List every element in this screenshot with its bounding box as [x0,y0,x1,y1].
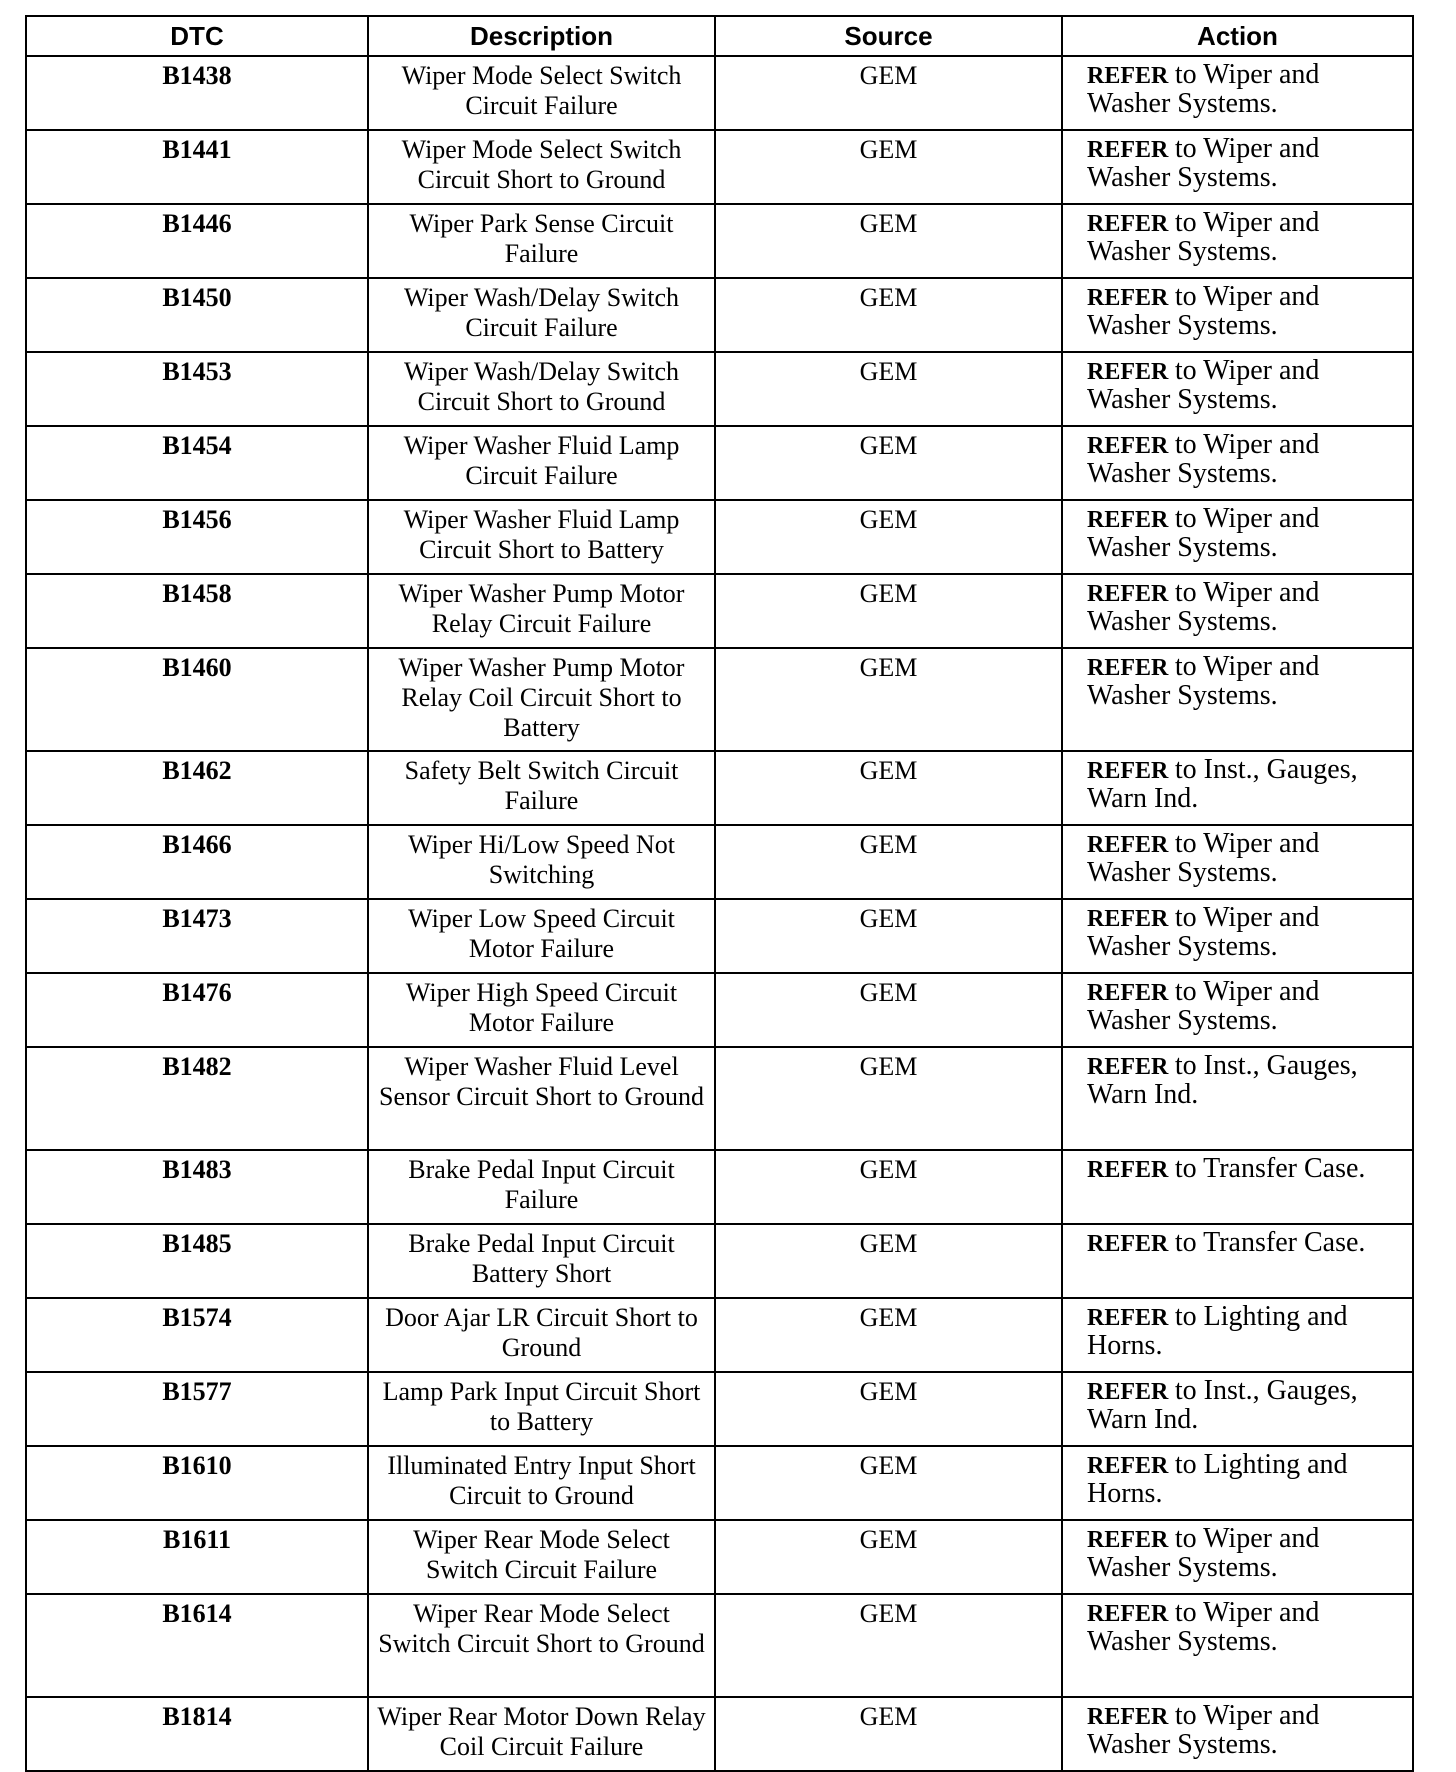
dtc-source: GEM [715,1520,1062,1594]
action-refer: REFER [1087,359,1169,385]
dtc-action [1062,426,1413,500]
dtc-description: Wiper High Speed Circuit Motor Failure [368,973,715,1047]
dtc-description: Wiper Wash/Delay Switch Circuit Failure [368,278,715,352]
action-refer: REFER [1087,1601,1169,1627]
action-refer: REFER [1087,1231,1169,1257]
table-row [26,130,1413,204]
dtc-description: Wiper Washer Fluid Lamp Circuit Short to Battery [368,500,715,574]
dtc-code: B1574 [26,1298,368,1372]
dtc-description: Wiper Low Speed Circuit Motor Failure [368,899,715,973]
action-target: to Wiper and Washer Systems. [1087,207,1320,267]
dtc-code: B1453 [26,352,368,426]
dtc-source: GEM [715,130,1062,204]
dtc-action [1062,1224,1413,1298]
dtc-source: GEM [715,1697,1062,1771]
table-body [26,56,1413,1771]
table-row [26,204,1413,278]
action-target: to Inst., Gauges, Warn Ind. [1087,754,1358,814]
dtc-description: Wiper Wash/Delay Switch Circuit Short to Ground [368,352,715,426]
dtc-action [1062,1594,1413,1697]
dtc-action [1062,751,1413,825]
action-target: to Wiper and Washer Systems. [1087,59,1320,119]
action-target: to Wiper and Washer Systems. [1087,355,1320,415]
dtc-code: B1458 [26,574,368,648]
dtc-code: B1438 [26,56,368,130]
action-refer: REFER [1087,1379,1169,1405]
dtc-action [1062,1697,1413,1771]
action-refer: REFER [1087,1704,1169,1730]
dtc-action [1062,1446,1413,1520]
dtc-source: GEM [715,426,1062,500]
action-target: to Transfer Case. [1174,1227,1366,1258]
dtc-action [1062,899,1413,973]
dtc-source: GEM [715,1047,1062,1150]
header-source: Source [715,16,1062,56]
action-target: to Inst., Gauges, Warn Ind. [1087,1050,1358,1110]
dtc-source: GEM [715,278,1062,352]
table-row [26,648,1413,751]
dtc-code: B1485 [26,1224,368,1298]
dtc-code: B1462 [26,751,368,825]
dtc-source: GEM [715,751,1062,825]
action-target: to Wiper and Washer Systems. [1087,503,1320,563]
table-row [26,899,1413,973]
action-refer: REFER [1087,1054,1169,1080]
dtc-code: B1473 [26,899,368,973]
dtc-source: GEM [715,574,1062,648]
table-row [26,1446,1413,1520]
action-target: to Lighting and Horns. [1087,1449,1348,1509]
action-refer: REFER [1087,507,1169,533]
header-row [26,16,1413,56]
dtc-action [1062,1150,1413,1224]
dtc-code: B1454 [26,426,368,500]
dtc-description: Wiper Park Sense Circuit Failure [368,204,715,278]
dtc-action [1062,825,1413,899]
dtc-description: Lamp Park Input Circuit Short to Battery [368,1372,715,1446]
dtc-action [1062,973,1413,1047]
dtc-description: Wiper Hi/Low Speed Not Switching [368,825,715,899]
dtc-description: Wiper Washer Pump Motor Relay Coil Circuit Short to Battery [368,648,715,751]
dtc-action [1062,352,1413,426]
table-row [26,1520,1413,1594]
action-target: to Lighting and Horns. [1087,1301,1348,1361]
dtc-code: B1483 [26,1150,368,1224]
dtc-description: Wiper Rear Mode Select Switch Circuit Short to Ground [368,1594,715,1697]
header-description: Description [368,16,715,56]
dtc-source: GEM [715,56,1062,130]
dtc-description: Illuminated Entry Input Short Circuit to Ground [368,1446,715,1520]
action-refer: REFER [1087,1305,1169,1331]
dtc-action [1062,500,1413,574]
dtc-code: B1610 [26,1446,368,1520]
action-target: to Wiper and Washer Systems. [1087,1523,1320,1583]
dtc-source: GEM [715,899,1062,973]
table-row [26,278,1413,352]
action-target: to Wiper and Washer Systems. [1087,429,1320,489]
action-target: to Inst., Gauges, Warn Ind. [1087,1375,1358,1435]
dtc-source: GEM [715,825,1062,899]
dtc-description: Wiper Rear Mode Select Switch Circuit Failure [368,1520,715,1594]
table-row [26,1224,1413,1298]
action-refer: REFER [1087,63,1169,89]
dtc-code: B1441 [26,130,368,204]
table-row [26,1298,1413,1372]
dtc-source: GEM [715,1446,1062,1520]
action-refer: REFER [1087,1527,1169,1553]
action-target: to Wiper and Washer Systems. [1087,133,1320,193]
dtc-source: GEM [715,500,1062,574]
dtc-code: B1577 [26,1372,368,1446]
dtc-action [1062,574,1413,648]
dtc-source: GEM [715,1150,1062,1224]
dtc-source: GEM [715,973,1062,1047]
table-row [26,426,1413,500]
action-target: to Wiper and Washer Systems. [1087,828,1320,888]
table-row [26,825,1413,899]
table-row [26,500,1413,574]
header-dtc: DTC [26,16,368,56]
action-target: to Transfer Case. [1174,1153,1366,1184]
action-target: to Wiper and Washer Systems. [1087,281,1320,341]
action-refer: REFER [1087,1157,1169,1183]
action-refer: REFER [1087,906,1169,932]
dtc-code: B1476 [26,973,368,1047]
dtc-action [1062,56,1413,130]
action-target: to Wiper and Washer Systems. [1087,1597,1320,1657]
action-refer: REFER [1087,137,1169,163]
action-target: to Wiper and Washer Systems. [1087,651,1320,711]
dtc-code: B1450 [26,278,368,352]
action-target: to Wiper and Washer Systems. [1087,976,1320,1036]
table-row [26,1697,1413,1771]
dtc-code: B1446 [26,204,368,278]
dtc-code: B1611 [26,1520,368,1594]
dtc-source: GEM [715,1594,1062,1697]
dtc-description: Wiper Washer Fluid Level Sensor Circuit Short to Ground [368,1047,715,1150]
action-refer: REFER [1087,211,1169,237]
dtc-code: B1466 [26,825,368,899]
dtc-description: Door Ajar LR Circuit Short to Ground [368,1298,715,1372]
action-target: to Wiper and Washer Systems. [1087,577,1320,637]
action-refer: REFER [1087,1453,1169,1479]
table-row [26,352,1413,426]
dtc-description: Wiper Mode Select Switch Circuit Short to Ground [368,130,715,204]
header-action: Action [1062,16,1413,56]
dtc-code: B1456 [26,500,368,574]
dtc-action [1062,648,1413,751]
dtc-source: GEM [715,1224,1062,1298]
dtc-code: B1482 [26,1047,368,1150]
dtc-action [1062,1372,1413,1446]
table-row [26,1594,1413,1697]
action-refer: REFER [1087,433,1169,459]
dtc-source: GEM [715,648,1062,751]
action-target: to Wiper and Washer Systems. [1087,1700,1320,1760]
table-row [26,1047,1413,1150]
action-refer: REFER [1087,758,1169,784]
dtc-source: GEM [715,1372,1062,1446]
table-row [26,1372,1413,1446]
dtc-action [1062,130,1413,204]
table-row [26,751,1413,825]
dtc-action [1062,1047,1413,1150]
dtc-action [1062,1520,1413,1594]
action-refer: REFER [1087,285,1169,311]
action-refer: REFER [1087,832,1169,858]
action-refer: REFER [1087,980,1169,1006]
dtc-action [1062,204,1413,278]
action-refer: REFER [1087,655,1169,681]
dtc-table [25,15,1414,1772]
dtc-source: GEM [715,352,1062,426]
dtc-description: Wiper Rear Motor Down Relay Coil Circuit Failure [368,1697,715,1771]
action-target: to Wiper and Washer Systems. [1087,902,1320,962]
dtc-description: Wiper Washer Pump Motor Relay Circuit Failure [368,574,715,648]
action-refer: REFER [1087,581,1169,607]
dtc-description: Brake Pedal Input Circuit Battery Short [368,1224,715,1298]
dtc-description: Wiper Washer Fluid Lamp Circuit Failure [368,426,715,500]
dtc-description: Wiper Mode Select Switch Circuit Failure [368,56,715,130]
dtc-action [1062,1298,1413,1372]
dtc-source: GEM [715,204,1062,278]
dtc-code: B1460 [26,648,368,751]
dtc-source: GEM [715,1298,1062,1372]
table-row [26,1150,1413,1224]
table-row [26,574,1413,648]
dtc-action [1062,278,1413,352]
dtc-description: Safety Belt Switch Circuit Failure [368,751,715,825]
dtc-code: B1614 [26,1594,368,1697]
table-row [26,56,1413,130]
dtc-description: Brake Pedal Input Circuit Failure [368,1150,715,1224]
table-row [26,973,1413,1047]
dtc-code: B1814 [26,1697,368,1771]
